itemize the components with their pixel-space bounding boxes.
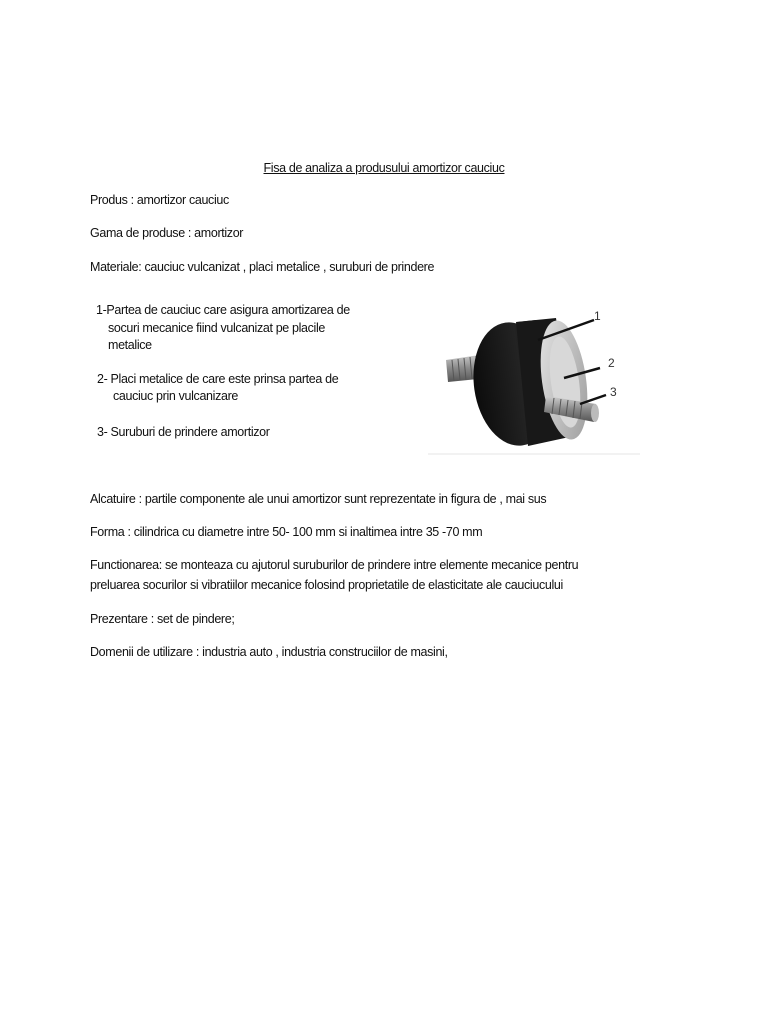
list-item-2-line-1: 2- Placi metalice de care este prinsa partea de bbox=[97, 372, 339, 386]
list-item-1-line-2: socuri mecanice fiind vulcanizat pe placile bbox=[108, 321, 326, 335]
list-item-1-line-1: 1-Partea de cauciuc care asigura amortizarea de bbox=[96, 303, 350, 317]
figure-label-3: 3 bbox=[610, 385, 617, 399]
shock-absorber-illustration bbox=[428, 300, 640, 456]
materials-line: Materiale: cauciuc vulcanizat , placi metalice , suruburi de prindere bbox=[90, 260, 435, 274]
list-item-1-line-3: metalice bbox=[108, 338, 152, 352]
figure-label-2: 2 bbox=[608, 356, 615, 370]
operation-line-2: preluarea socurilor si vibratiilor mecanice folosind proprietatile de elasticitate ale cauciucului bbox=[90, 578, 563, 592]
list-item-3-line-1: 3- Suruburi de prindere amortizor bbox=[97, 425, 270, 439]
shock-absorber-figure bbox=[428, 300, 640, 456]
figure-label-1: 1 bbox=[594, 309, 601, 323]
product-range-line: Gama de produse : amortizor bbox=[90, 226, 244, 240]
presentation-line: Prezentare : set de pindere; bbox=[90, 612, 235, 626]
usage-domains-line: Domenii de utilizare : industria auto , industria construciilor de masini, bbox=[90, 645, 448, 659]
composition-line: Alcatuire : partile componente ale unui amortizor sunt reprezentate in figura de , mai sus bbox=[90, 492, 547, 506]
list-item-2-line-2: cauciuc prin vulcanizare bbox=[113, 389, 238, 403]
document-title: Fisa de analiza a produsului amortizor cauciuc bbox=[263, 161, 505, 175]
shape-line: Forma : cilindrica cu diametre intre 50- 100 mm si inaltimea intre 35 -70 mm bbox=[90, 525, 483, 539]
product-line: Produs : amortizor cauciuc bbox=[90, 193, 229, 207]
operation-line-1: Functionarea: se monteaza cu ajutorul suruburilor de prindere intre elemente mecanice pentru bbox=[90, 558, 579, 572]
